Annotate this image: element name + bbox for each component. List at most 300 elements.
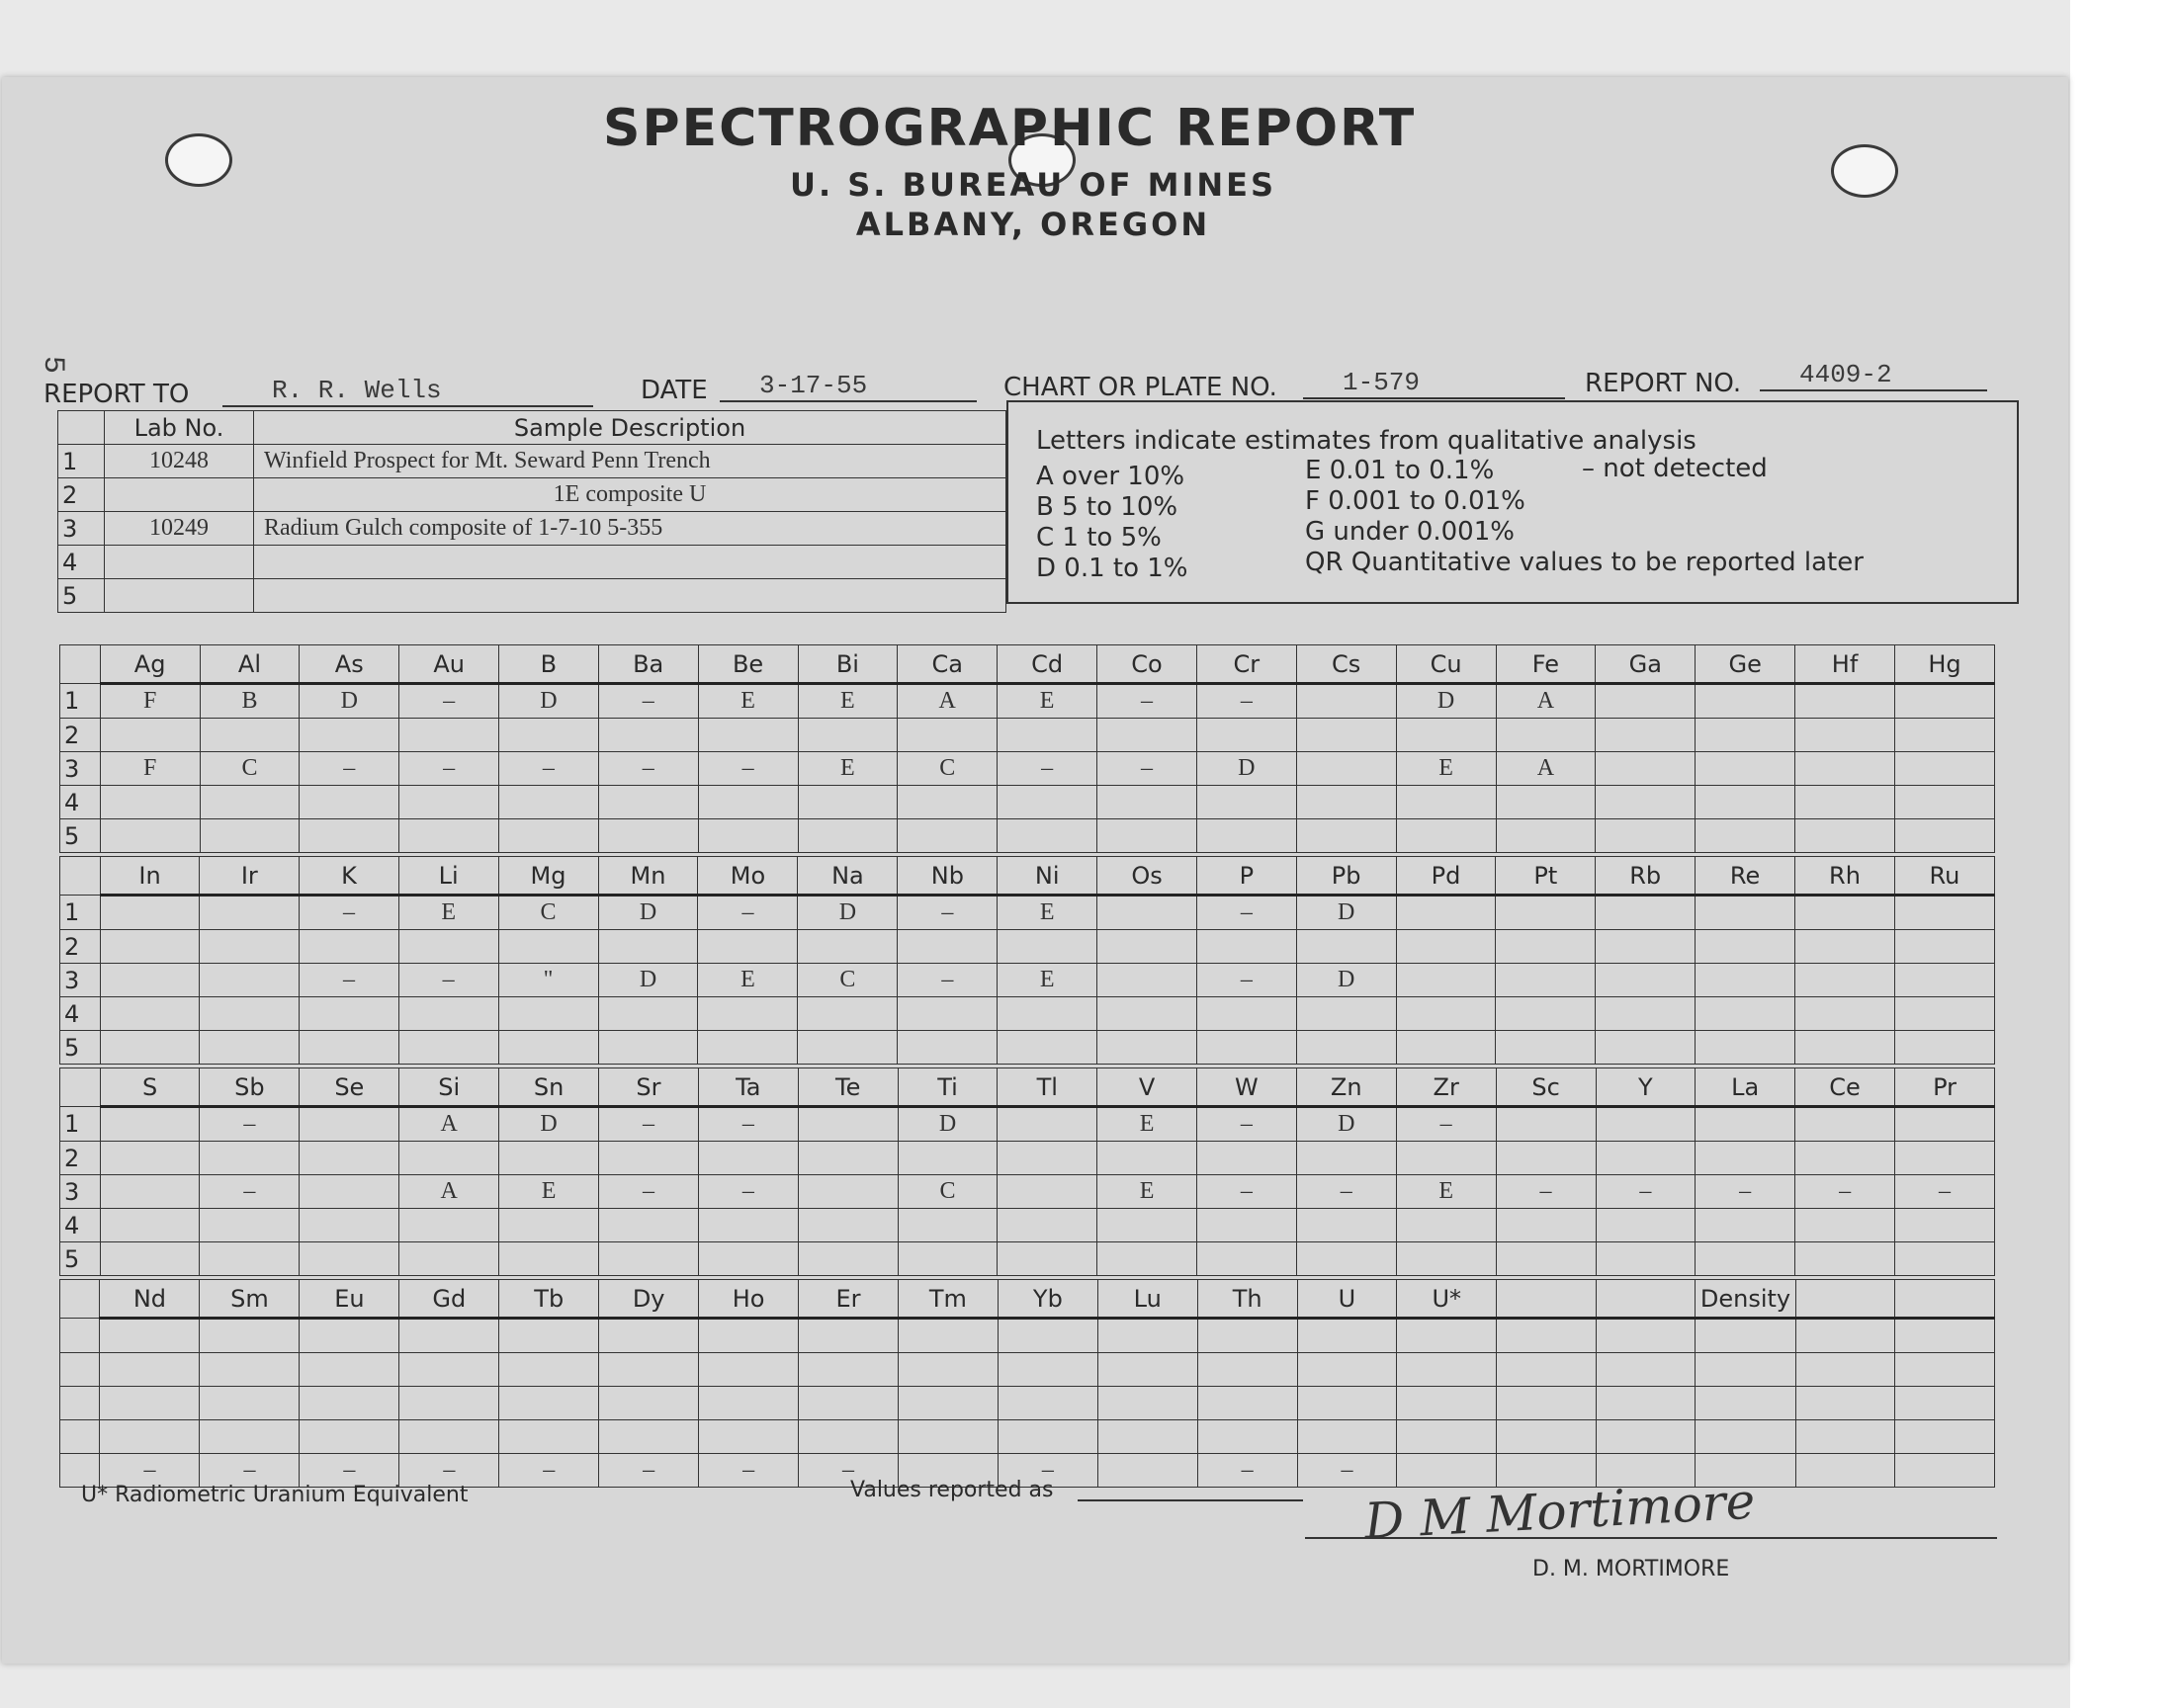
result-cell <box>1895 1142 1995 1175</box>
result-cell: F <box>100 752 200 786</box>
row-number: 5 <box>60 819 101 853</box>
row-number: 1 <box>60 896 101 930</box>
result-cell <box>798 786 898 819</box>
result-cell: – <box>599 1175 699 1209</box>
element-symbol: Hf <box>1795 645 1895 684</box>
result-cell <box>398 997 498 1031</box>
result-cell <box>1596 964 1696 997</box>
result-cell <box>1296 719 1396 752</box>
element-symbol: Mg <box>498 857 598 896</box>
result-cell: E <box>1396 752 1496 786</box>
result-cell <box>398 930 498 964</box>
row-number: 2 <box>60 1142 101 1175</box>
result-cell <box>998 1319 1097 1353</box>
result-cell <box>1795 896 1895 930</box>
scan-margin <box>2070 0 2175 1708</box>
result-cell <box>1196 1142 1296 1175</box>
result-cell: – <box>200 1454 300 1488</box>
sample-result-row <box>60 997 1995 1031</box>
result-cell <box>599 1209 699 1242</box>
result-cell <box>1894 1031 1994 1065</box>
sample-result-row <box>60 964 1995 997</box>
row-number: 2 <box>60 719 101 752</box>
result-cell <box>998 1209 1097 1242</box>
element-symbol: Tb <box>499 1280 599 1319</box>
result-cell <box>599 1353 699 1387</box>
result-cell: D <box>1196 752 1296 786</box>
result-cell: – <box>300 964 399 997</box>
result-cell <box>798 930 898 964</box>
result-cell <box>798 1031 898 1065</box>
element-symbol: Sr <box>599 1068 699 1107</box>
result-cell: D <box>1296 964 1396 997</box>
result-cell: – <box>300 752 399 786</box>
result-cell <box>1396 1031 1496 1065</box>
element-symbol: Ga <box>1596 645 1696 684</box>
element-symbol: Pt <box>1496 857 1596 896</box>
result-cell <box>300 719 399 752</box>
result-cell <box>698 1031 798 1065</box>
result-cell: – <box>698 896 798 930</box>
row-number: 2 <box>58 478 105 512</box>
row-number <box>60 1420 100 1454</box>
row-number: 4 <box>58 546 105 579</box>
element-symbol: Ag <box>100 645 200 684</box>
result-cell <box>399 1353 499 1387</box>
result-cell <box>1596 930 1696 964</box>
element-symbol: La <box>1696 1068 1795 1107</box>
report-to-label: REPORT TO <box>44 380 190 409</box>
result-cell: D <box>1296 896 1396 930</box>
result-cell <box>1496 1107 1596 1142</box>
result-cell <box>100 719 200 752</box>
result-cell: C <box>200 752 300 786</box>
result-cell: – <box>100 1454 200 1488</box>
result-cell: A <box>1496 684 1596 719</box>
legend-item: QR Quantitative values to be reported later <box>1305 548 1864 577</box>
result-cell: D <box>300 684 399 719</box>
result-cell <box>898 819 998 853</box>
result-cell: – <box>1396 1107 1496 1142</box>
result-cell: E <box>998 684 1097 719</box>
result-cell <box>798 819 898 853</box>
element-symbol: Nd <box>100 1280 200 1319</box>
report-title: SPECTROGRAPHIC REPORT <box>603 99 1417 158</box>
sample-row <box>58 445 1006 478</box>
row-number: 2 <box>60 930 101 964</box>
legend-item: G under 0.001% <box>1305 517 1515 547</box>
row-number: 1 <box>60 684 101 719</box>
result-cell <box>1696 1353 1796 1387</box>
values-reported-label: Values reported as <box>850 1478 1054 1502</box>
result-cell: – <box>399 1454 499 1488</box>
sample-description: Radium Gulch composite of 1-7-10 5-355 <box>254 512 1006 546</box>
result-cell: – <box>1696 1175 1795 1209</box>
result-cell <box>1097 719 1197 752</box>
result-cell <box>898 1209 998 1242</box>
result-cell <box>200 1209 300 1242</box>
result-cell <box>1894 964 1994 997</box>
legend-item: E 0.01 to 0.1% <box>1305 456 1495 485</box>
element-symbol: Pr <box>1895 1068 1995 1107</box>
element-symbol: Ni <box>998 857 1097 896</box>
result-cell <box>399 786 499 819</box>
element-symbol: Te <box>798 1068 898 1107</box>
result-cell <box>200 1142 300 1175</box>
result-cell: E <box>698 684 798 719</box>
element-block-1 <box>59 644 1995 853</box>
sample-description <box>254 546 1006 579</box>
result-cell <box>1296 1142 1396 1175</box>
punch-hole <box>165 133 232 187</box>
sample-result-row <box>60 1242 1995 1276</box>
sample-result-row <box>60 1319 1995 1353</box>
element-symbol: B <box>499 645 599 684</box>
result-cell <box>998 1242 1097 1276</box>
result-cell <box>898 1387 998 1420</box>
result-cell <box>1097 930 1197 964</box>
result-cell <box>898 1142 998 1175</box>
element-symbol: Li <box>398 857 498 896</box>
element-symbol: Si <box>399 1068 499 1107</box>
row-number-header <box>60 1068 101 1107</box>
sample-description <box>254 579 1006 613</box>
result-cell <box>1696 1142 1795 1175</box>
result-cell <box>499 1242 599 1276</box>
result-cell <box>998 786 1097 819</box>
element-symbol: Lu <box>1097 1280 1197 1319</box>
result-cell <box>499 719 599 752</box>
result-cell <box>1297 1420 1397 1454</box>
result-cell: C <box>898 1175 998 1209</box>
element-symbol: Rb <box>1596 857 1696 896</box>
row-number <box>60 1319 100 1353</box>
sample-row <box>58 512 1006 546</box>
legend-item: C 1 to 5% <box>1036 523 1162 553</box>
result-cell <box>998 1387 1097 1420</box>
element-symbol: S <box>100 1068 200 1107</box>
sample-row <box>58 546 1006 579</box>
result-cell <box>798 1175 898 1209</box>
result-cell <box>998 819 1097 853</box>
result-cell <box>399 819 499 853</box>
result-cell <box>1397 1387 1497 1420</box>
result-cell <box>1596 1319 1695 1353</box>
element-symbol: Ir <box>200 857 300 896</box>
result-cell: – <box>598 752 698 786</box>
result-cell <box>1696 930 1795 964</box>
result-cell <box>399 1209 499 1242</box>
result-cell <box>1097 819 1197 853</box>
sample-result-row <box>60 1209 1995 1242</box>
element-symbol: Na <box>798 857 898 896</box>
result-cell <box>1396 896 1496 930</box>
element-symbol: Zr <box>1396 1068 1496 1107</box>
result-cell <box>698 819 798 853</box>
element-symbol: Al <box>200 645 300 684</box>
result-cell: E <box>398 896 498 930</box>
result-cell <box>499 819 599 853</box>
legend-item: A over 10% <box>1036 462 1185 491</box>
sample-result-row <box>60 1420 1995 1454</box>
result-cell: – <box>1197 896 1297 930</box>
result-cell <box>1696 684 1795 719</box>
result-cell: – <box>1097 752 1197 786</box>
result-cell <box>798 1209 898 1242</box>
element-symbol: Cs <box>1296 645 1396 684</box>
report-to-value: R. R. Wells <box>272 376 442 405</box>
result-cell <box>498 1031 598 1065</box>
result-cell: – <box>1197 964 1297 997</box>
result-cell: – <box>1196 1107 1296 1142</box>
result-cell <box>1894 819 1994 853</box>
description-header: Sample Description <box>254 411 1006 445</box>
element-symbol: Mo <box>698 857 798 896</box>
result-cell <box>1895 1353 1995 1387</box>
result-cell <box>399 1319 499 1353</box>
result-cell <box>898 1031 998 1065</box>
result-cell <box>698 1242 798 1276</box>
result-cell <box>898 1242 998 1276</box>
element-symbol: Pb <box>1296 857 1396 896</box>
result-cell <box>498 997 598 1031</box>
result-cell <box>1894 752 1994 786</box>
sample-result-row <box>60 752 1995 786</box>
result-cell: E <box>499 1175 599 1209</box>
element-symbol: Yb <box>998 1280 1097 1319</box>
result-cell <box>100 1387 200 1420</box>
result-cell <box>699 1420 799 1454</box>
result-cell <box>1496 1242 1596 1276</box>
result-cell <box>1894 786 1994 819</box>
result-cell <box>300 1420 399 1454</box>
result-cell <box>300 1107 399 1142</box>
result-cell <box>898 719 998 752</box>
result-cell: D <box>1296 1107 1396 1142</box>
element-symbol <box>1497 1280 1596 1319</box>
result-cell: – <box>1297 1454 1397 1488</box>
element-symbol: Er <box>799 1280 899 1319</box>
result-cell <box>599 1142 699 1175</box>
element-symbol: Eu <box>300 1280 399 1319</box>
row-number: 5 <box>60 1031 101 1065</box>
result-cell <box>898 1420 998 1454</box>
result-cell <box>1496 1209 1596 1242</box>
margin-mark: 5 <box>36 355 70 375</box>
element-symbol: In <box>100 857 200 896</box>
report-no-value: 4409-2 <box>1799 360 1892 389</box>
result-cell: – <box>898 896 998 930</box>
result-cell <box>399 719 499 752</box>
result-cell <box>1296 786 1396 819</box>
element-symbol: Pd <box>1396 857 1496 896</box>
result-cell <box>1296 1209 1396 1242</box>
result-cell: – <box>1596 1175 1696 1209</box>
result-cell <box>100 964 200 997</box>
legend-box <box>1006 400 2019 604</box>
result-cell: F <box>100 684 200 719</box>
result-cell <box>100 786 200 819</box>
result-cell <box>1795 1209 1895 1242</box>
legend-col-3 <box>1582 454 1768 483</box>
result-cell <box>1795 752 1895 786</box>
result-cell: – <box>998 752 1097 786</box>
sample-result-row <box>60 1107 1995 1142</box>
row-number: 4 <box>60 786 101 819</box>
element-symbol: Au <box>399 645 499 684</box>
result-cell <box>1296 819 1396 853</box>
result-cell <box>1496 1142 1596 1175</box>
signer-name: D. M. MORTIMORE <box>1532 1557 1730 1581</box>
result-cell <box>1795 1142 1895 1175</box>
result-cell <box>1496 964 1596 997</box>
result-cell <box>499 1387 599 1420</box>
result-cell <box>200 1031 300 1065</box>
result-cell <box>699 1353 799 1387</box>
result-cell <box>1097 1142 1197 1175</box>
element-symbol: P <box>1197 857 1297 896</box>
date-label: DATE <box>641 376 708 405</box>
result-cell <box>598 819 698 853</box>
result-cell <box>798 1142 898 1175</box>
sample-row <box>58 579 1006 613</box>
element-symbol: Cu <box>1396 645 1496 684</box>
result-cell <box>898 930 998 964</box>
element-symbol: Mn <box>598 857 698 896</box>
result-cell <box>1596 997 1696 1031</box>
result-cell <box>1696 1031 1795 1065</box>
result-cell <box>1696 1420 1796 1454</box>
element-symbol: Ge <box>1696 645 1795 684</box>
row-number: 3 <box>58 512 105 546</box>
result-cell <box>1497 1387 1596 1420</box>
result-cell <box>100 1353 200 1387</box>
result-cell <box>898 1319 998 1353</box>
result-cell <box>998 997 1097 1031</box>
result-cell <box>1596 719 1696 752</box>
result-cell <box>1696 719 1795 752</box>
result-cell <box>1397 1454 1497 1488</box>
result-cell <box>1497 1353 1596 1387</box>
result-cell <box>300 930 399 964</box>
result-cell <box>1894 684 1994 719</box>
lab-no <box>105 478 254 512</box>
result-cell <box>200 1319 300 1353</box>
result-cell <box>598 786 698 819</box>
element-symbol: Co <box>1097 645 1197 684</box>
result-cell <box>1296 997 1396 1031</box>
result-cell <box>698 1209 798 1242</box>
result-cell <box>1097 896 1197 930</box>
result-cell: – <box>200 1175 300 1209</box>
result-cell <box>1795 684 1895 719</box>
result-cell: C <box>498 896 598 930</box>
sample-result-row <box>60 786 1995 819</box>
result-cell <box>1196 719 1296 752</box>
result-cell <box>1696 819 1795 853</box>
element-symbol: Ca <box>898 645 998 684</box>
legend-item: D 0.1 to 1% <box>1036 554 1188 583</box>
result-cell <box>799 1420 899 1454</box>
result-cell <box>200 786 300 819</box>
result-cell <box>100 1242 200 1276</box>
row-number <box>60 1353 100 1387</box>
element-symbol: Gd <box>399 1280 499 1319</box>
result-cell <box>100 1319 200 1353</box>
row-number: 1 <box>60 1107 101 1142</box>
result-cell: – <box>898 964 998 997</box>
result-cell <box>200 964 300 997</box>
result-cell <box>1696 1319 1796 1353</box>
result-cell <box>798 997 898 1031</box>
row-number: 5 <box>58 579 105 613</box>
element-symbol: Rh <box>1795 857 1895 896</box>
row-number: 5 <box>60 1242 101 1276</box>
element-symbol: Se <box>300 1068 399 1107</box>
result-cell <box>1196 1209 1296 1242</box>
result-cell: E <box>998 964 1097 997</box>
result-cell <box>200 930 300 964</box>
result-cell: D <box>499 1107 599 1142</box>
element-symbol: Sm <box>200 1280 300 1319</box>
result-cell: – <box>300 1454 399 1488</box>
result-cell <box>1895 1420 1995 1454</box>
result-cell <box>699 1387 799 1420</box>
result-cell: A <box>399 1107 499 1142</box>
result-cell: – <box>1496 1175 1596 1209</box>
result-cell <box>1097 1209 1197 1242</box>
date-line <box>720 371 977 402</box>
result-cell <box>1396 930 1496 964</box>
element-symbol: Ho <box>699 1280 799 1319</box>
sample-result-row <box>60 1175 1995 1209</box>
result-cell <box>1396 997 1496 1031</box>
result-cell <box>698 997 798 1031</box>
result-cell: E <box>798 684 898 719</box>
result-cell <box>1097 786 1197 819</box>
result-cell <box>498 930 598 964</box>
result-cell <box>100 1031 200 1065</box>
result-cell <box>1396 1242 1496 1276</box>
result-cell <box>200 1387 300 1420</box>
result-cell <box>1097 1242 1197 1276</box>
result-cell <box>499 1420 599 1454</box>
result-cell <box>1795 1031 1895 1065</box>
result-cell <box>898 786 998 819</box>
result-cell <box>1795 1420 1894 1454</box>
element-symbol: Ta <box>698 1068 798 1107</box>
sample-result-row <box>60 930 1995 964</box>
result-cell: – <box>300 896 399 930</box>
result-cell <box>1097 997 1197 1031</box>
result-cell <box>1696 1242 1795 1276</box>
result-cell <box>598 719 698 752</box>
sample-result-row <box>60 1031 1995 1065</box>
result-cell <box>1396 1209 1496 1242</box>
result-cell <box>698 786 798 819</box>
result-cell <box>1795 1454 1894 1488</box>
result-cell <box>1396 819 1496 853</box>
result-cell: A <box>399 1175 499 1209</box>
result-cell <box>200 1420 300 1454</box>
result-cell: – <box>698 752 798 786</box>
result-cell <box>1696 896 1795 930</box>
element-symbol: Ba <box>598 645 698 684</box>
sample-description: Winfield Prospect for Mt. Seward Penn Trench <box>254 445 1006 478</box>
element-symbol: Bi <box>798 645 898 684</box>
result-cell <box>200 719 300 752</box>
result-cell <box>1895 1107 1995 1142</box>
